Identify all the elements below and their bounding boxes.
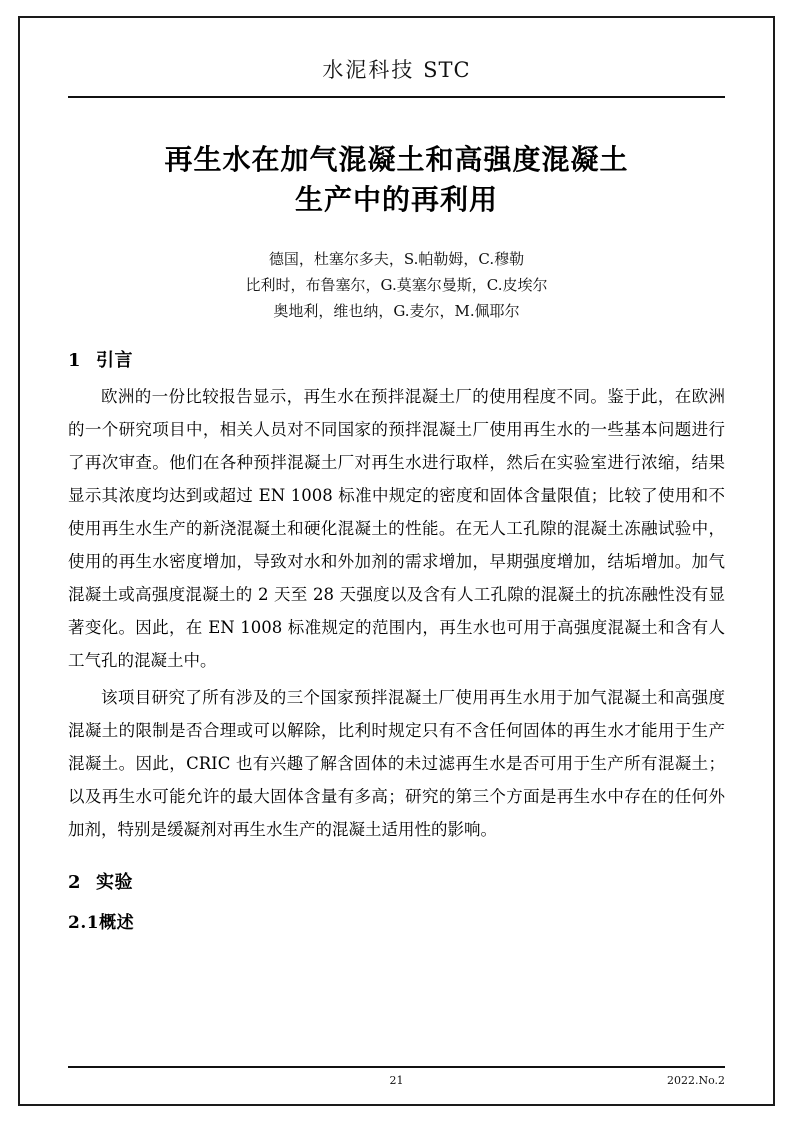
page-number: 21 [389, 1074, 404, 1087]
page-footer [68, 1066, 725, 1092]
paragraph: 该项目研究了所有涉及的三个国家预拌混凝土厂使用再生水用于加气混凝土和高强度混凝土的限制是否合理或可以解除，比利时规定只有不含任何固体的再生水才能用于生产混凝土。因此，CRIC 也有兴趣了解含固体的未过滤再生水是否可用于生产所有混凝土；以及再生水可能允许的最大固体含量有多高；研究的第三个方面是再生水中存在的任何外加剂，特别是缓凝剂对再生水生产的混凝土适用性的影响。 [68, 688, 725, 840]
running-head [68, 40, 725, 94]
footer-row [68, 1074, 725, 1092]
section-number: 2 [68, 872, 82, 894]
footer-rule [68, 1066, 725, 1068]
issue-label: 2022.No.2 [666, 1074, 725, 1087]
page-content [68, 40, 725, 939]
page-title [68, 140, 725, 220]
section-heading-1 [68, 346, 725, 372]
section-number: 1 [68, 350, 82, 372]
section-title: 引言 [96, 350, 133, 372]
header-rule [68, 96, 725, 98]
running-head-latin: STC [423, 58, 471, 82]
subsection-title: 概述 [99, 913, 135, 934]
section-heading-2 [68, 868, 725, 894]
author-block [68, 246, 725, 325]
title-line-1: 再生水在加气混凝土和高强度混凝土 [164, 143, 629, 176]
author-line: 比利时，布鲁塞尔，G.莫塞尔曼斯，C.皮埃尔 [245, 275, 548, 294]
section-title: 实验 [96, 872, 133, 894]
subsection-heading-2-1 [68, 908, 725, 933]
author-line: 德国，杜塞尔多夫，S.帕勒姆，C.穆勒 [268, 249, 525, 268]
subsection-number: 2.1 [68, 913, 100, 934]
paragraph: 欧洲的一份比较报告显示，再生水在预拌混凝土厂的使用程度不同。鉴于此，在欧洲的一个研究项目中，相关人员对不同国家的预拌混凝土厂使用再生水的一些基本问题进行了再次审查。他们在各种预拌混凝土厂对再生水进行取样，然后在实验室进行浓缩，结果显示其浓度均达到或超过 EN 1008 标准中规定的密度和固体含量限值；比较了使用和不使用再生水生产的新浇混凝土和硬化混凝土的性能。在无人工孔隙的混凝土冻融试验中，使用的再生水密度增加，导致对水和外加剂的需求增加，早期强度增加，结垢增加。加气混凝土或高强度混凝土的 2 天至 28 天强度以及含有人工孔隙的混凝土的抗冻融性没有显著变化。因此，在 EN 1008 标准规定的范围内，再生水也可用于高强度混凝土和含有人工气孔的混凝土中。 [68, 387, 725, 671]
title-line-2: 生产中的再利用 [294, 182, 498, 216]
author-line: 奥地利，维也纳，G.麦尔，M.佩耶尔 [273, 302, 520, 320]
running-head-chinese: 水泥科技 [322, 58, 415, 82]
